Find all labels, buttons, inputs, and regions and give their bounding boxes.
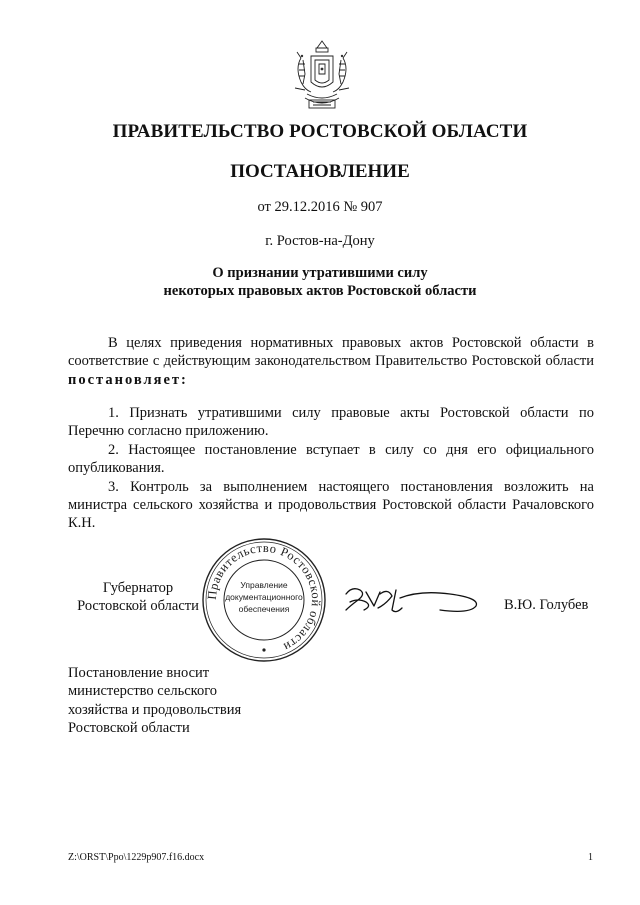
document-subject	[0, 264, 640, 300]
official-seal-icon	[200, 536, 328, 664]
introduced-by-line: Ростовской области	[68, 720, 190, 737]
seal-inner-line-1: Управление	[240, 580, 288, 590]
government-title: ПРАВИТЕЛЬСТВО РОСТОВСКОЙ ОБЛАСТИ	[112, 121, 528, 142]
signatory-title-line-2: Ростовской области	[77, 598, 199, 615]
introduced-by-block	[68, 664, 241, 738]
signatory-title	[68, 579, 208, 616]
seal-ring-text: Правительство Ростовской области	[204, 540, 324, 655]
introduced-by-line: хозяйства и продовольствия	[68, 701, 242, 718]
resolution-item: 3. Контроль за выполнением настоящего постановления возложить на министра сельского хозяйства и продовольствия Ростовской области Рачаловского К.Н.	[68, 478, 594, 532]
handwritten-signature-icon	[340, 580, 490, 622]
resolution-item: 2. Настоящее постановление вступает в силу со дня его официального опубликования.	[68, 441, 594, 477]
seal-inner-line-3: обеспечения	[238, 604, 290, 614]
introduced-by-line: министерство сельского	[68, 683, 218, 700]
coat-of-arms-icon	[291, 38, 353, 112]
preamble-paragraph	[68, 334, 594, 389]
signatory-name: В.Ю. Голубев	[504, 597, 589, 613]
signatory-title-line-1: Губернатор	[102, 580, 174, 596]
subject-line-1: О признании утратившими силу	[212, 265, 428, 281]
document-date-number: от 29.12.2016 № 907	[257, 199, 383, 215]
introduced-by-line: Постановление вносит	[68, 665, 210, 681]
document-type: ПОСТАНОВЛЕНИЕ	[230, 161, 410, 182]
seal-inner-line-2: документационного	[225, 592, 303, 602]
preamble-emphasis: постановляет:	[68, 371, 188, 388]
preamble-text: В целях приведения нормативных правовых актов Ростовской области в соответствие с действующим законодательством Правительство Ростовской области	[68, 335, 594, 370]
footer-file-path: Z:\ORST\Ppo\1229p907.f16.docx	[68, 852, 205, 863]
resolution-item: 1. Признать утратившими силу правовые акты Ростовской области по Перечню согласно приложению.	[68, 405, 594, 440]
subject-line-2: некоторых правовых актов Ростовской области	[163, 283, 477, 299]
resolution-items	[68, 404, 594, 533]
document-city: г. Ростов-на-Дону	[265, 233, 375, 249]
page-number: 1	[588, 852, 593, 863]
